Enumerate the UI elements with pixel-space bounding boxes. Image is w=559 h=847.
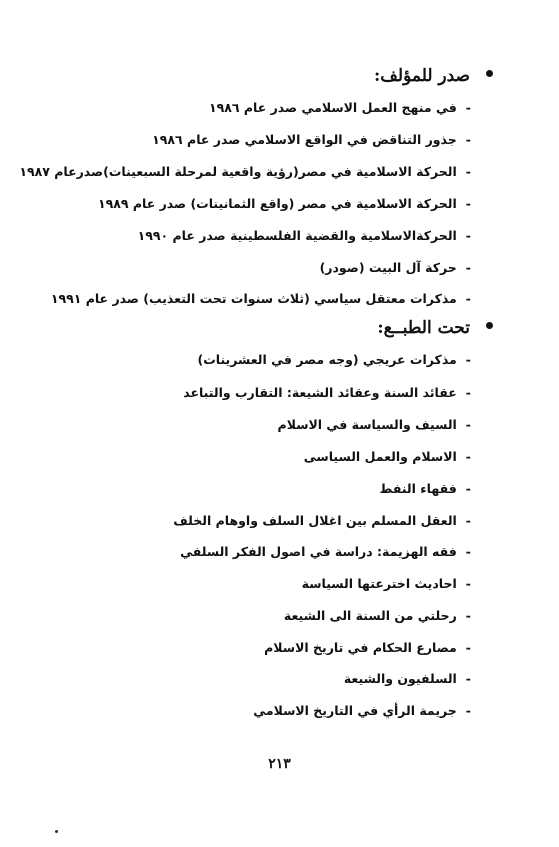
dash-marker: - — [465, 576, 471, 591]
list-item-text: السيف والسياسة في الاسلام — [277, 417, 457, 432]
list-item-text: جذور التناقض في الواقع الاسلامي صدر عام ١٩٨٦ — [152, 132, 457, 147]
list-item — [19, 163, 471, 181]
list-item — [152, 131, 471, 149]
list-item-text: جريمة الرأي في التاريخ الاسلامي — [253, 703, 457, 718]
list-item — [278, 416, 471, 434]
bullet-icon — [486, 70, 493, 77]
dash-marker: - — [465, 132, 471, 147]
list-item-text: عقائد السنة وعقائد الشيعة: التقارب والتباعد — [183, 385, 457, 400]
list-item-text: الحركةالاسلامية والقضية الفلسطينية صدر عام ١٩٩٠ — [137, 228, 457, 243]
dash-marker: - — [465, 228, 471, 243]
list-item — [138, 227, 471, 245]
dash-marker: - — [465, 640, 471, 655]
section-heading-forthcoming — [377, 318, 493, 338]
list-item-text: فقه الهزيمة: دراسة في اصول الفكر السلفي — [180, 544, 457, 559]
dash-marker: - — [465, 352, 471, 367]
list-item — [183, 384, 471, 402]
section-heading-text: صدر للمؤلف: — [374, 66, 470, 86]
list-item — [320, 259, 471, 277]
dash-marker: - — [465, 449, 471, 464]
list-item — [264, 639, 471, 657]
list-item — [253, 702, 471, 720]
list-item-text: العقل المسلم بين اغلال السلف واوهام الخلف — [173, 513, 457, 528]
section-heading-text: تحت الطبــع: — [377, 318, 470, 338]
dash-marker: - — [465, 196, 471, 211]
dash-marker: - — [465, 417, 471, 432]
dash-marker: - — [465, 671, 471, 686]
page-number: ٢١٣ — [268, 756, 291, 772]
section-heading-published — [374, 66, 493, 86]
list-item-text: في منهج العمل الاسلامي صدر عام ١٩٨٦ — [208, 100, 457, 115]
list-item — [302, 575, 471, 593]
list-item — [284, 607, 471, 625]
list-item-text: مذكرات عريجي (وجه مصر في العشرينات) — [197, 352, 457, 367]
scan-speck — [55, 830, 58, 833]
dash-marker: - — [465, 608, 471, 623]
list-item — [379, 480, 471, 498]
dash-marker: - — [465, 100, 471, 115]
list-item — [209, 99, 471, 117]
list-item — [197, 351, 471, 369]
dash-marker: - — [465, 703, 471, 718]
list-item — [173, 512, 471, 530]
dash-marker: - — [465, 291, 471, 306]
list-item-text: مذكرات معتقل سياسي (ثلاث سنوات تحت التعذيب) صدر عام ١٩٩١ — [50, 291, 457, 306]
list-item-text: فقهاء النفط — [379, 481, 457, 496]
list-item — [51, 290, 471, 308]
list-item-text: الاسلام والعمل السياسى — [303, 449, 457, 464]
dash-marker: - — [465, 513, 471, 528]
bullet-icon — [486, 322, 493, 329]
list-item — [98, 195, 471, 213]
list-item-text: السلفيون والشيعة — [343, 671, 457, 686]
list-item-text: الحركة الاسلامية في مصر(رؤية واقعية لمرحلة السبعينات)صدرعام ١٩٨٧ — [19, 164, 457, 179]
list-item-text: حركة آل البيت (صودر) — [319, 260, 457, 275]
dash-marker: - — [465, 260, 471, 275]
list-item — [344, 670, 471, 688]
list-item — [304, 448, 471, 466]
list-item-text: مصارع الحكام في تاريخ الاسلام — [264, 640, 457, 655]
dash-marker: - — [465, 385, 471, 400]
list-item-text: الحركة الاسلامية في مصر (واقع الثمانينات) صدر عام ١٩٨٩ — [97, 196, 457, 211]
list-item-text: رحلتي من السنة الى الشيعة — [283, 608, 457, 623]
dash-marker: - — [465, 481, 471, 496]
dash-marker: - — [465, 164, 471, 179]
list-item-text: احاديث اخترعتها السياسة — [301, 576, 457, 591]
dash-marker: - — [465, 544, 471, 559]
list-item — [180, 543, 471, 561]
